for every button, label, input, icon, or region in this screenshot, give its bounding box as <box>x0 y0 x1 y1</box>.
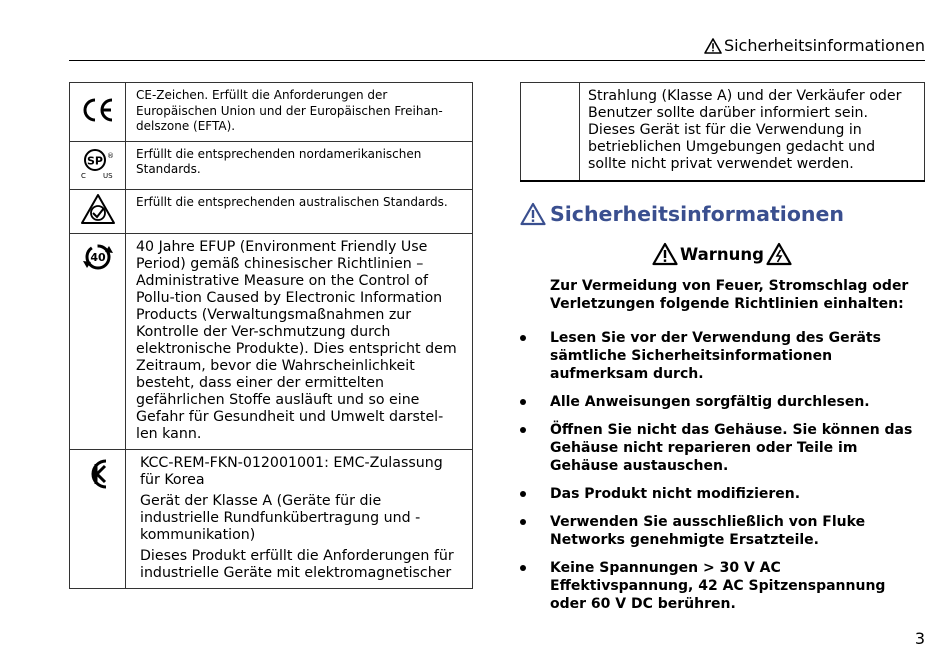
list-item-text: Alle Anweisungen sorgfältig durchlesen. <box>550 394 870 410</box>
electric-shock-warning-icon <box>766 242 792 266</box>
symbols-table <box>69 82 473 589</box>
list-item <box>520 485 920 503</box>
csa-mark-icon <box>78 147 118 179</box>
row-text: Erfüllt die entsprechenden australischen Standards. <box>136 194 448 209</box>
safety-list <box>520 329 920 623</box>
warning-heading-text: Warnung <box>680 244 764 264</box>
list-item-text: Das Produkt nicht modifizieren. <box>550 486 801 502</box>
kc-mark-icon <box>86 458 110 490</box>
list-item <box>520 559 920 613</box>
bullet-icon <box>520 335 526 341</box>
description-cell <box>126 189 473 233</box>
table-row <box>70 189 473 233</box>
list-item-text: Öffnen Sie nicht das Gehäuse. Sie können das Gehäuse nicht reparieren oder Teile im Gehäuse austauschen. <box>550 422 913 474</box>
row-text: Erfüllt die entsprechenden nordamerikanischen Standards. <box>136 146 422 176</box>
efup-number: 40 <box>89 250 106 264</box>
bullet-icon <box>520 399 526 405</box>
bullet-icon <box>520 565 526 571</box>
continued-table <box>520 82 925 182</box>
warning-triangle-icon <box>520 202 546 226</box>
list-item-text: Keine Spannungen > 30 V AC Effektivspannung, 42 AC Spitzenspannung oder 60 V DC berühren. <box>550 560 886 612</box>
csa-left-mark: C <box>80 172 86 179</box>
row-text: CE-Zeichen. Erfüllt die Anforderungen der Europäischen Union und der Europäischen Freihan-delszone (EFTA). <box>136 88 443 133</box>
csa-right-mark: US <box>102 172 113 179</box>
list-item <box>520 421 920 475</box>
warning-heading <box>652 242 792 266</box>
section-title <box>520 202 844 226</box>
table-row <box>70 141 473 189</box>
icon-cell <box>70 233 126 449</box>
section-title-text: Sicherheitsinformationen <box>550 202 845 226</box>
row-text: Gerät der Klasse A (Geräte für die industrielle Rundfunkübertragung und -kommunikation) <box>140 492 421 543</box>
table-row <box>70 83 473 142</box>
table-row <box>70 233 473 449</box>
row-text: KCC-REM-FKN-012001001: EMC-Zulassung für Korea <box>140 454 443 488</box>
warning-intro: Zur Vermeidung von Feuer, Stromschlag oder Verletzungen folgende Richtlinien einhalten: <box>550 278 909 312</box>
row-text: Dieses Produkt erfüllt die Anforderungen für industrielle Geräte mit elektromagnetischer <box>140 547 454 581</box>
table-bottom-rule <box>520 180 925 182</box>
table-row <box>70 449 473 588</box>
description-cell <box>126 233 473 449</box>
page-number: 3 <box>914 629 925 648</box>
icon-cell <box>521 83 580 182</box>
description-cell <box>126 141 473 189</box>
rcm-mark-icon <box>80 193 116 225</box>
list-item <box>520 329 920 383</box>
description-cell <box>580 83 925 182</box>
list-item <box>520 513 920 549</box>
bullet-icon <box>520 519 526 525</box>
list-item-text: Verwenden Sie ausschließlich von Fluke Networks genehmigte Ersatzteile. <box>550 514 866 548</box>
description-cell <box>126 449 473 588</box>
icon-cell <box>70 83 126 142</box>
icon-cell <box>70 189 126 233</box>
table-row <box>521 83 925 182</box>
page-header <box>69 36 925 61</box>
bullet-icon <box>520 491 526 497</box>
list-item <box>520 393 920 411</box>
warning-triangle-icon <box>704 38 722 54</box>
row-text: Strahlung (Klasse A) und der Verkäufer oder Benutzer sollte darüber informiert sein. Dieses Gerät ist für die Verwendung in betrieblichen Umgebungen gedacht und sollte nicht privat verwendet werden. <box>588 88 902 172</box>
description-cell <box>126 83 473 142</box>
bullet-icon <box>520 427 526 433</box>
warning-triangle-icon <box>652 242 678 266</box>
csa-registered-mark: ® <box>106 152 114 160</box>
ce-mark-icon <box>81 98 115 122</box>
row-text: 40 Jahre EFUP (Environment Friendly Use Period) gemäß chinesischer Richtlinien – Administrative Measure on the Control of Pollu-tion Caused by Electronic Information Products (Verwaltungsmaßnahmen zur Kontrolle der Ver-schmutzung durch elektronische Produkte). Dies entspricht dem Zeitraum, bevor die Wahrscheinlichkeit besteht, dass einer der ermittelten gefährlichen Stoffe ausläuft und so eine Gefahr für Gesundheit und Umwelt darstel-len kann. <box>136 238 457 442</box>
efup-40-icon <box>81 240 115 274</box>
header-title: Sicherheitsinformationen <box>723 36 925 55</box>
csa-letters: SP <box>86 154 103 168</box>
header-title-group <box>704 36 925 56</box>
list-item-text: Lesen Sie vor der Verwendung des Geräts sämtliche Sicherheitsinformationen aufmerksam durch. <box>550 330 881 382</box>
icon-cell <box>70 141 126 189</box>
icon-cell <box>70 449 126 588</box>
